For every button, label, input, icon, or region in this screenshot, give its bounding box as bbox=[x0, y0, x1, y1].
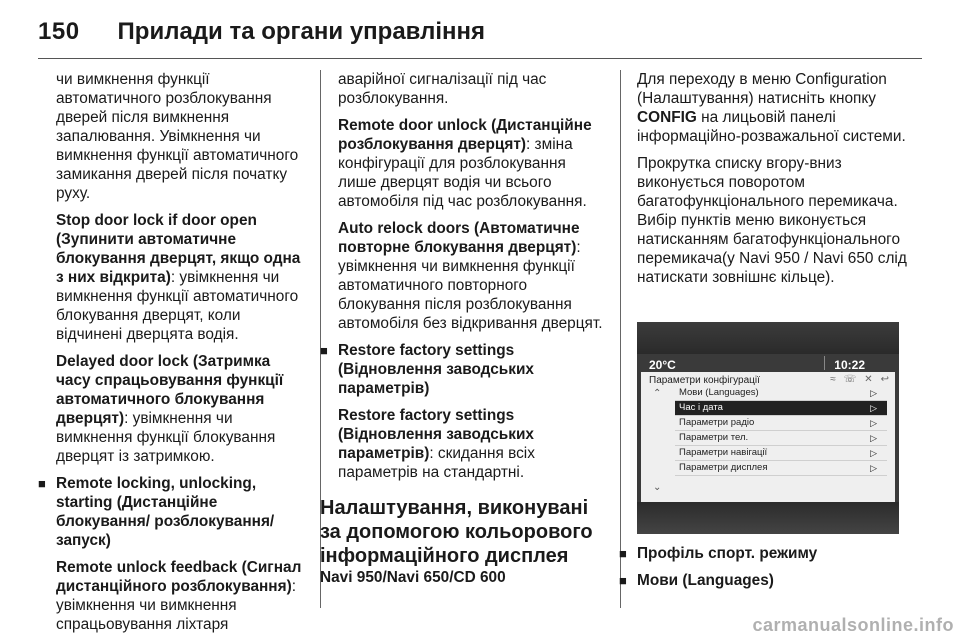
column-3 bbox=[637, 70, 909, 295]
scroll-up-icon: ⌃ bbox=[653, 388, 662, 399]
chevron-right-icon: ▷ bbox=[870, 388, 877, 398]
watermark: carmanualsonline.info bbox=[752, 615, 954, 635]
paragraph: Stop door lock if door open (Зупинити автоматичне блокування дверцят, якщо одна з них відкрита): увімкнення чи вимкнення функції автоматичного блокування дверцят, коли відчинені дверцята водія. bbox=[56, 212, 301, 343]
chevron-right-icon: ▷ bbox=[870, 448, 877, 458]
screen-menu-list bbox=[675, 386, 887, 476]
screen-menu-title: Параметри конфігурації bbox=[649, 375, 760, 386]
screen-clock: 10:22 bbox=[834, 358, 865, 372]
bullet-item: ■ Мови (Languages) bbox=[619, 572, 774, 589]
screen-menu-row: Мови (Languages) ▷ bbox=[675, 386, 887, 401]
page-title: Прилади та органи управління bbox=[117, 18, 486, 45]
chevron-right-icon: ▷ bbox=[870, 433, 877, 443]
column-2 bbox=[320, 70, 606, 587]
screen-temperature: 20°C bbox=[649, 358, 676, 372]
section-heading: Налаштування, виконувані за допомогою кольорового інформаційного дисплея bbox=[320, 497, 593, 567]
bullet-marker: ■ bbox=[320, 343, 328, 358]
paragraph: Restore factory settings (Відновлення заводських параметрів): скидання всіх параметрів на стандартні. bbox=[338, 407, 535, 481]
bullet-marker: ■ bbox=[619, 573, 627, 588]
paragraph: чи вимкнення функції автоматичного розблокування дверей після вимкнення запалювання. Увімкнення чи вимкнення функції автоматичного замикання дверей після початку руху. bbox=[56, 71, 299, 202]
screen-top-bezel bbox=[637, 322, 899, 354]
screen-separator bbox=[824, 356, 825, 370]
paragraph: Прокрутка списку вгору-вниз виконується поворотом багатофункціонального перемикача. Вибір пунктів меню виконується натисканням багатофункціонального перемикача(у Navi 950 / Navi 650 слід натискати зовнішнє кільце). bbox=[637, 155, 907, 286]
bullet-marker: ■ bbox=[38, 476, 46, 491]
bullet-item: ■ Профіль спорт. режиму bbox=[619, 545, 818, 562]
screen-menu-row: Параметри радіо ▷ bbox=[675, 416, 887, 431]
wifi-icon: ≈ bbox=[830, 374, 836, 385]
scroll-down-icon: ⌄ bbox=[653, 482, 662, 493]
header-rule bbox=[38, 58, 922, 59]
page-header bbox=[38, 10, 485, 54]
screen-menu-row: Параметри тел. ▷ bbox=[675, 431, 887, 446]
paragraph: аварійної сигналізації під час розблокування. bbox=[338, 71, 547, 107]
screen-menu-row-selected: Час і дата ▷ bbox=[675, 401, 887, 416]
phone-icon: ☏ bbox=[843, 374, 857, 385]
chevron-right-icon: ▷ bbox=[870, 403, 877, 413]
page-number: 150 bbox=[38, 18, 80, 45]
section-subheading: Navi 950/Navi 650/CD 600 bbox=[320, 569, 506, 586]
infotainment-screen-image bbox=[637, 322, 899, 534]
paragraph: Delayed door lock (Затримка часу спрацьовування функції автоматичного блокування дверцят): увімкнення чи вимкнення функції блокування дверцят із затримкою. bbox=[56, 353, 284, 465]
screen-menu-panel bbox=[641, 372, 895, 502]
close-icon: ✕ bbox=[864, 374, 873, 385]
paragraph: Для переходу в меню Configuration (Налаштування) натисніть кнопку CONFIG на лицьовій панелі інформаційно-розважальної системи. bbox=[637, 71, 906, 145]
column-3-bullets bbox=[619, 544, 909, 598]
bullet-marker: ■ bbox=[619, 546, 627, 561]
column-divider-2 bbox=[620, 70, 621, 608]
chevron-right-icon: ▷ bbox=[870, 418, 877, 428]
back-icon: ↩ bbox=[880, 374, 889, 385]
paragraph: Remote unlock feedback (Сигнал дистанційного розблокування): увімкнення чи вимкнення спрацьовування ліхтаря bbox=[56, 559, 302, 633]
column-1 bbox=[38, 70, 308, 642]
bullet-item: ■ Remote locking, unlocking, starting (Дистанційне блокування/ розблокування/запуск) bbox=[38, 475, 275, 549]
paragraph: Remote door unlock (Дистанційне розблокування дверцят): зміна конфігурації для розблокування лише дверцят водія чи всього автомобіля під час розблокування. bbox=[338, 117, 592, 210]
bullet-item: ■ Restore factory settings (Відновлення заводських параметрів) bbox=[320, 342, 534, 397]
screen-menu-row: Параметри дисплея ▷ bbox=[675, 461, 887, 476]
chevron-right-icon: ▷ bbox=[870, 463, 877, 473]
screen-status-icons bbox=[830, 374, 889, 385]
screen-bottom-bezel bbox=[637, 502, 899, 534]
paragraph: Auto relock doors (Автоматичне повторне блокування дверцят): увімкнення чи вимкнення функції автоматичного повторного блокування після розблокування автомобіля без відкривання дверцят. bbox=[338, 220, 603, 332]
screen-menu-row: Параметри навігації ▷ bbox=[675, 446, 887, 461]
